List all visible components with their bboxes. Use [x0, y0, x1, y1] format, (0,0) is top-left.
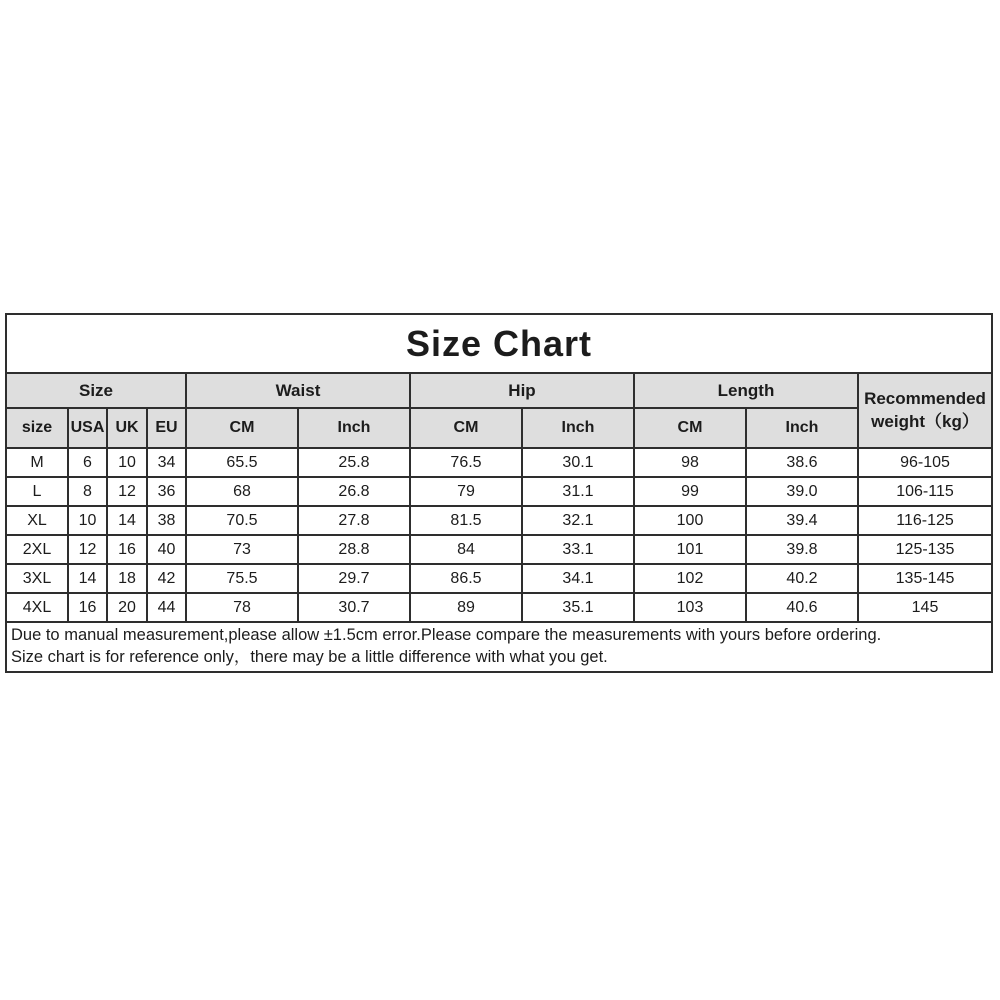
size-chart-table [5, 313, 993, 673]
table-cell: XL [6, 506, 68, 535]
table-cell: 79 [410, 477, 522, 506]
table-cell: 31.1 [522, 477, 634, 506]
table-cell: 70.5 [186, 506, 298, 535]
table-cell: 81.5 [410, 506, 522, 535]
table-cell: 145 [858, 593, 992, 622]
table-cell: 2XL [6, 535, 68, 564]
sub-header-length-inch: Inch [746, 408, 858, 448]
note-line-1: Due to manual measurement,please allow ±1.5cm error.Please compare the measurements with yours before ordering. [11, 626, 882, 645]
table-cell: 25.8 [298, 448, 410, 477]
note-line-2: Size chart is for reference only，there may be a little difference with what you get. [11, 648, 608, 666]
table-cell: 99 [634, 477, 746, 506]
table-cell: 28.8 [298, 535, 410, 564]
table-row [6, 535, 992, 564]
table-cell: 34 [147, 448, 186, 477]
sub-header-size: size [6, 408, 68, 448]
table-row [6, 506, 992, 535]
table-cell: 125-135 [858, 535, 992, 564]
table-cell: 40.2 [746, 564, 858, 593]
table-cell: 6 [68, 448, 107, 477]
table-cell: 39.8 [746, 535, 858, 564]
table-cell: 12 [68, 535, 107, 564]
table-cell: 89 [410, 593, 522, 622]
sub-header-usa: USA [68, 408, 107, 448]
sub-header-uk: UK [107, 408, 147, 448]
table-cell: 135-145 [858, 564, 992, 593]
table-cell: 39.4 [746, 506, 858, 535]
table-cell: 14 [68, 564, 107, 593]
table-cell: 106-115 [858, 477, 992, 506]
table-cell: 33.1 [522, 535, 634, 564]
group-header-row [6, 373, 992, 408]
column-group-waist: Waist [186, 373, 410, 408]
table-cell: 36 [147, 477, 186, 506]
table-cell: 68 [186, 477, 298, 506]
table-row [6, 593, 992, 622]
sub-header-waist-inch: Inch [298, 408, 410, 448]
table-cell: 84 [410, 535, 522, 564]
table-cell: 3XL [6, 564, 68, 593]
column-group-size: Size [6, 373, 186, 408]
table-row [6, 448, 992, 477]
table-cell: 86.5 [410, 564, 522, 593]
table-cell: 30.1 [522, 448, 634, 477]
table-cell: 4XL [6, 593, 68, 622]
sub-header-hip-inch: Inch [522, 408, 634, 448]
table-cell: 40 [147, 535, 186, 564]
table-cell: 16 [107, 535, 147, 564]
size-table-body [6, 448, 992, 622]
table-cell: 27.8 [298, 506, 410, 535]
table-cell: 103 [634, 593, 746, 622]
table-cell: 34.1 [522, 564, 634, 593]
table-cell: 78 [186, 593, 298, 622]
table-cell: 44 [147, 593, 186, 622]
table-row [6, 477, 992, 506]
table-cell: 42 [147, 564, 186, 593]
table-cell: 10 [68, 506, 107, 535]
table-cell: 18 [107, 564, 147, 593]
column-group-length: Length [634, 373, 858, 408]
table-cell: 26.8 [298, 477, 410, 506]
table-cell: 76.5 [410, 448, 522, 477]
sub-header-row [6, 408, 992, 448]
table-cell: 16 [68, 593, 107, 622]
column-group-recommended-weight: Recommended weight（kg） [858, 373, 992, 448]
table-cell: 32.1 [522, 506, 634, 535]
title-row [6, 314, 992, 373]
table-cell: L [6, 477, 68, 506]
table-cell: 65.5 [186, 448, 298, 477]
table-cell: 12 [107, 477, 147, 506]
table-cell: 29.7 [298, 564, 410, 593]
table-cell: 20 [107, 593, 147, 622]
table-cell: 38 [147, 506, 186, 535]
sub-header-length-cm: CM [634, 408, 746, 448]
table-cell: 102 [634, 564, 746, 593]
table-row [6, 564, 992, 593]
table-cell: 75.5 [186, 564, 298, 593]
table-cell: 101 [634, 535, 746, 564]
table-cell: 73 [186, 535, 298, 564]
table-cell: 10 [107, 448, 147, 477]
table-cell: 100 [634, 506, 746, 535]
table-cell: 116-125 [858, 506, 992, 535]
table-cell: 40.6 [746, 593, 858, 622]
table-cell: 8 [68, 477, 107, 506]
table-cell: 96-105 [858, 448, 992, 477]
table-cell: 98 [634, 448, 746, 477]
table-cell: M [6, 448, 68, 477]
table-cell: 14 [107, 506, 147, 535]
table-cell: 35.1 [522, 593, 634, 622]
table-cell: 38.6 [746, 448, 858, 477]
table-cell: 30.7 [298, 593, 410, 622]
notes-row [6, 622, 992, 672]
page-title: Size Chart [405, 322, 593, 364]
sub-header-waist-cm: CM [186, 408, 298, 448]
sub-header-hip-cm: CM [410, 408, 522, 448]
column-group-hip: Hip [410, 373, 634, 408]
sub-header-eu: EU [147, 408, 186, 448]
table-cell: 39.0 [746, 477, 858, 506]
